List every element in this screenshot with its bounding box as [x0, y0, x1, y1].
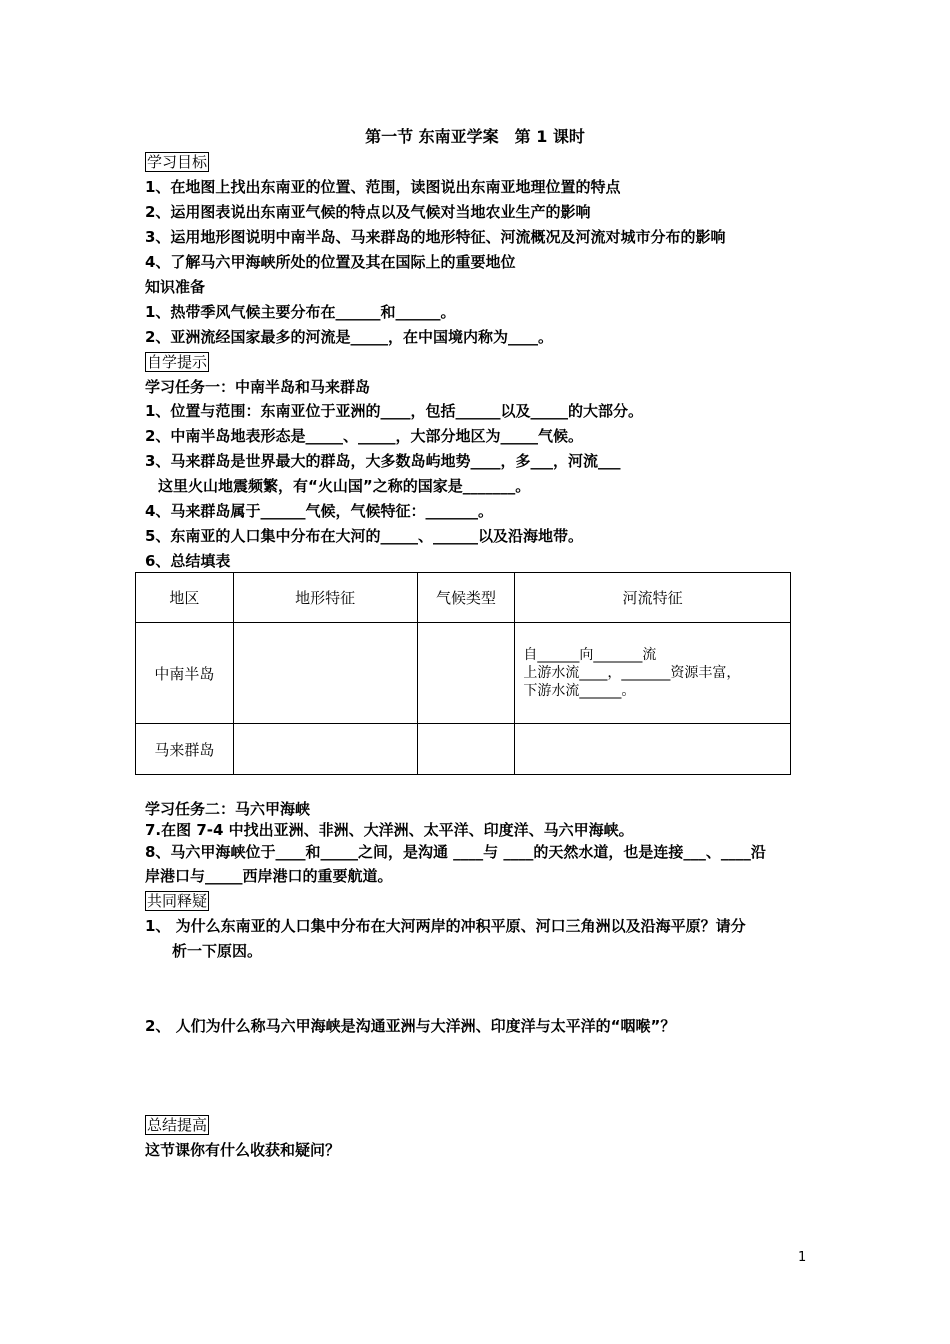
discuss-question-1: 1、 为什么东南亚的人口集中分布在大河两岸的冲积平原、河口三角洲以及沿海平原？请分 [145, 917, 746, 935]
summary-header-line [145, 1115, 209, 1135]
river-line: 下游水流______。 [523, 683, 636, 699]
page-title: 第一节 东南亚学案 第 1 课时 [365, 127, 585, 146]
summary-header: 总结提高 [147, 1116, 208, 1134]
table-header-cell: 地形特征 [233, 573, 417, 623]
climate-cell[interactable] [417, 724, 515, 775]
table-header-cell: 河流特征 [515, 573, 791, 623]
table-header-cell: 气候类型 [417, 573, 515, 623]
task1-title: 学习任务一：中南半岛和马来群岛 [145, 378, 371, 396]
region-cell: 马来群岛 [136, 724, 234, 775]
discuss-question-2: 2、 人们为什么称马六甲海峡是沟通亚洲与大洋洲、印度洋与太平洋的“咽喉”？ [145, 1017, 676, 1035]
prep-item-2: 2、亚洲流经国家最多的河流是_____，在中国境内称为____。 [145, 328, 553, 346]
table-header-row [136, 573, 791, 623]
discuss-question-1-cont: 析一下原因。 [172, 942, 263, 960]
river-line: 自______向_______流 [523, 647, 657, 663]
page-number: 1 [798, 1250, 807, 1265]
prep-item-1: 1、热带季风气候主要分布在______和______。 [145, 303, 456, 321]
task1-item-3: 3、马来群岛是世界最大的群岛，大多数岛屿地势____，多___，河流___ [145, 452, 621, 470]
task2-item-8-cont: 岸港口与_____西岸港口的重要航道。 [145, 867, 393, 885]
climate-cell[interactable] [417, 623, 515, 724]
task1-item-4: 4、马来群岛属于______气候，气候特征：_______。 [145, 502, 493, 520]
discuss-header: 共同释疑 [147, 892, 208, 910]
table-row [136, 724, 791, 775]
terrain-cell[interactable] [233, 623, 417, 724]
objectives-header-line [145, 152, 209, 172]
discuss-header-line [145, 891, 209, 911]
task2-item-8: 8、马六甲海峡位于____和_____之间，是沟通 ____与 ____的天然水道，也是连接___、____沿 [145, 843, 766, 861]
summary-table [135, 572, 791, 775]
task2-item-7: 7.在图 7-4 中找出亚洲、非洲、大洋洲、太平洋、印度洋、马六甲海峡。 [145, 821, 634, 839]
task2-title: 学习任务二：马六甲海峡 [145, 800, 311, 818]
task1-item-5: 5、东南亚的人口集中分布在大河的_____、______以及沿海地带。 [145, 527, 583, 545]
prep-header: 知识准备 [145, 278, 206, 296]
table-header-cell: 地区 [136, 573, 234, 623]
task1-item-6: 6、总结填表 [145, 552, 231, 570]
region-cell: 中南半岛 [136, 623, 234, 724]
task1-item-1: 1、位置与范围：东南亚位于亚洲的____，包括______以及_____的大部分。 [145, 402, 643, 420]
table-row [136, 623, 791, 724]
river-cell[interactable] [515, 623, 791, 724]
river-line: 上游水流____，_______资源丰富， [523, 665, 741, 681]
selfstudy-header: 自学提示 [147, 353, 208, 371]
objective-2: 2、运用图表说出东南亚气候的特点以及气候对当地农业生产的影响 [145, 203, 591, 221]
objective-1: 1、在地图上找出东南亚的位置、范围，读图说出东南亚地理位置的特点 [145, 178, 621, 196]
objective-3: 3、运用地形图说明中南半岛、马来群岛的地形特征、河流概况及河流对城市分布的影响 [145, 228, 726, 246]
objectives-header: 学习目标 [147, 153, 208, 171]
summary-question: 这节课你有什么收获和疑问？ [145, 1141, 341, 1159]
objective-4: 4、了解马六甲海峡所处的位置及其在国际上的重要地位 [145, 253, 516, 271]
terrain-cell[interactable] [233, 724, 417, 775]
task1-item-2: 2、中南半岛地表形态是_____、_____，大部分地区为_____气候。 [145, 427, 583, 445]
selfstudy-header-line [145, 352, 209, 372]
river-cell[interactable] [515, 724, 791, 775]
task1-item-3-cont: 这里火山地震频繁，有“火山国”之称的国家是_______。 [158, 477, 531, 495]
